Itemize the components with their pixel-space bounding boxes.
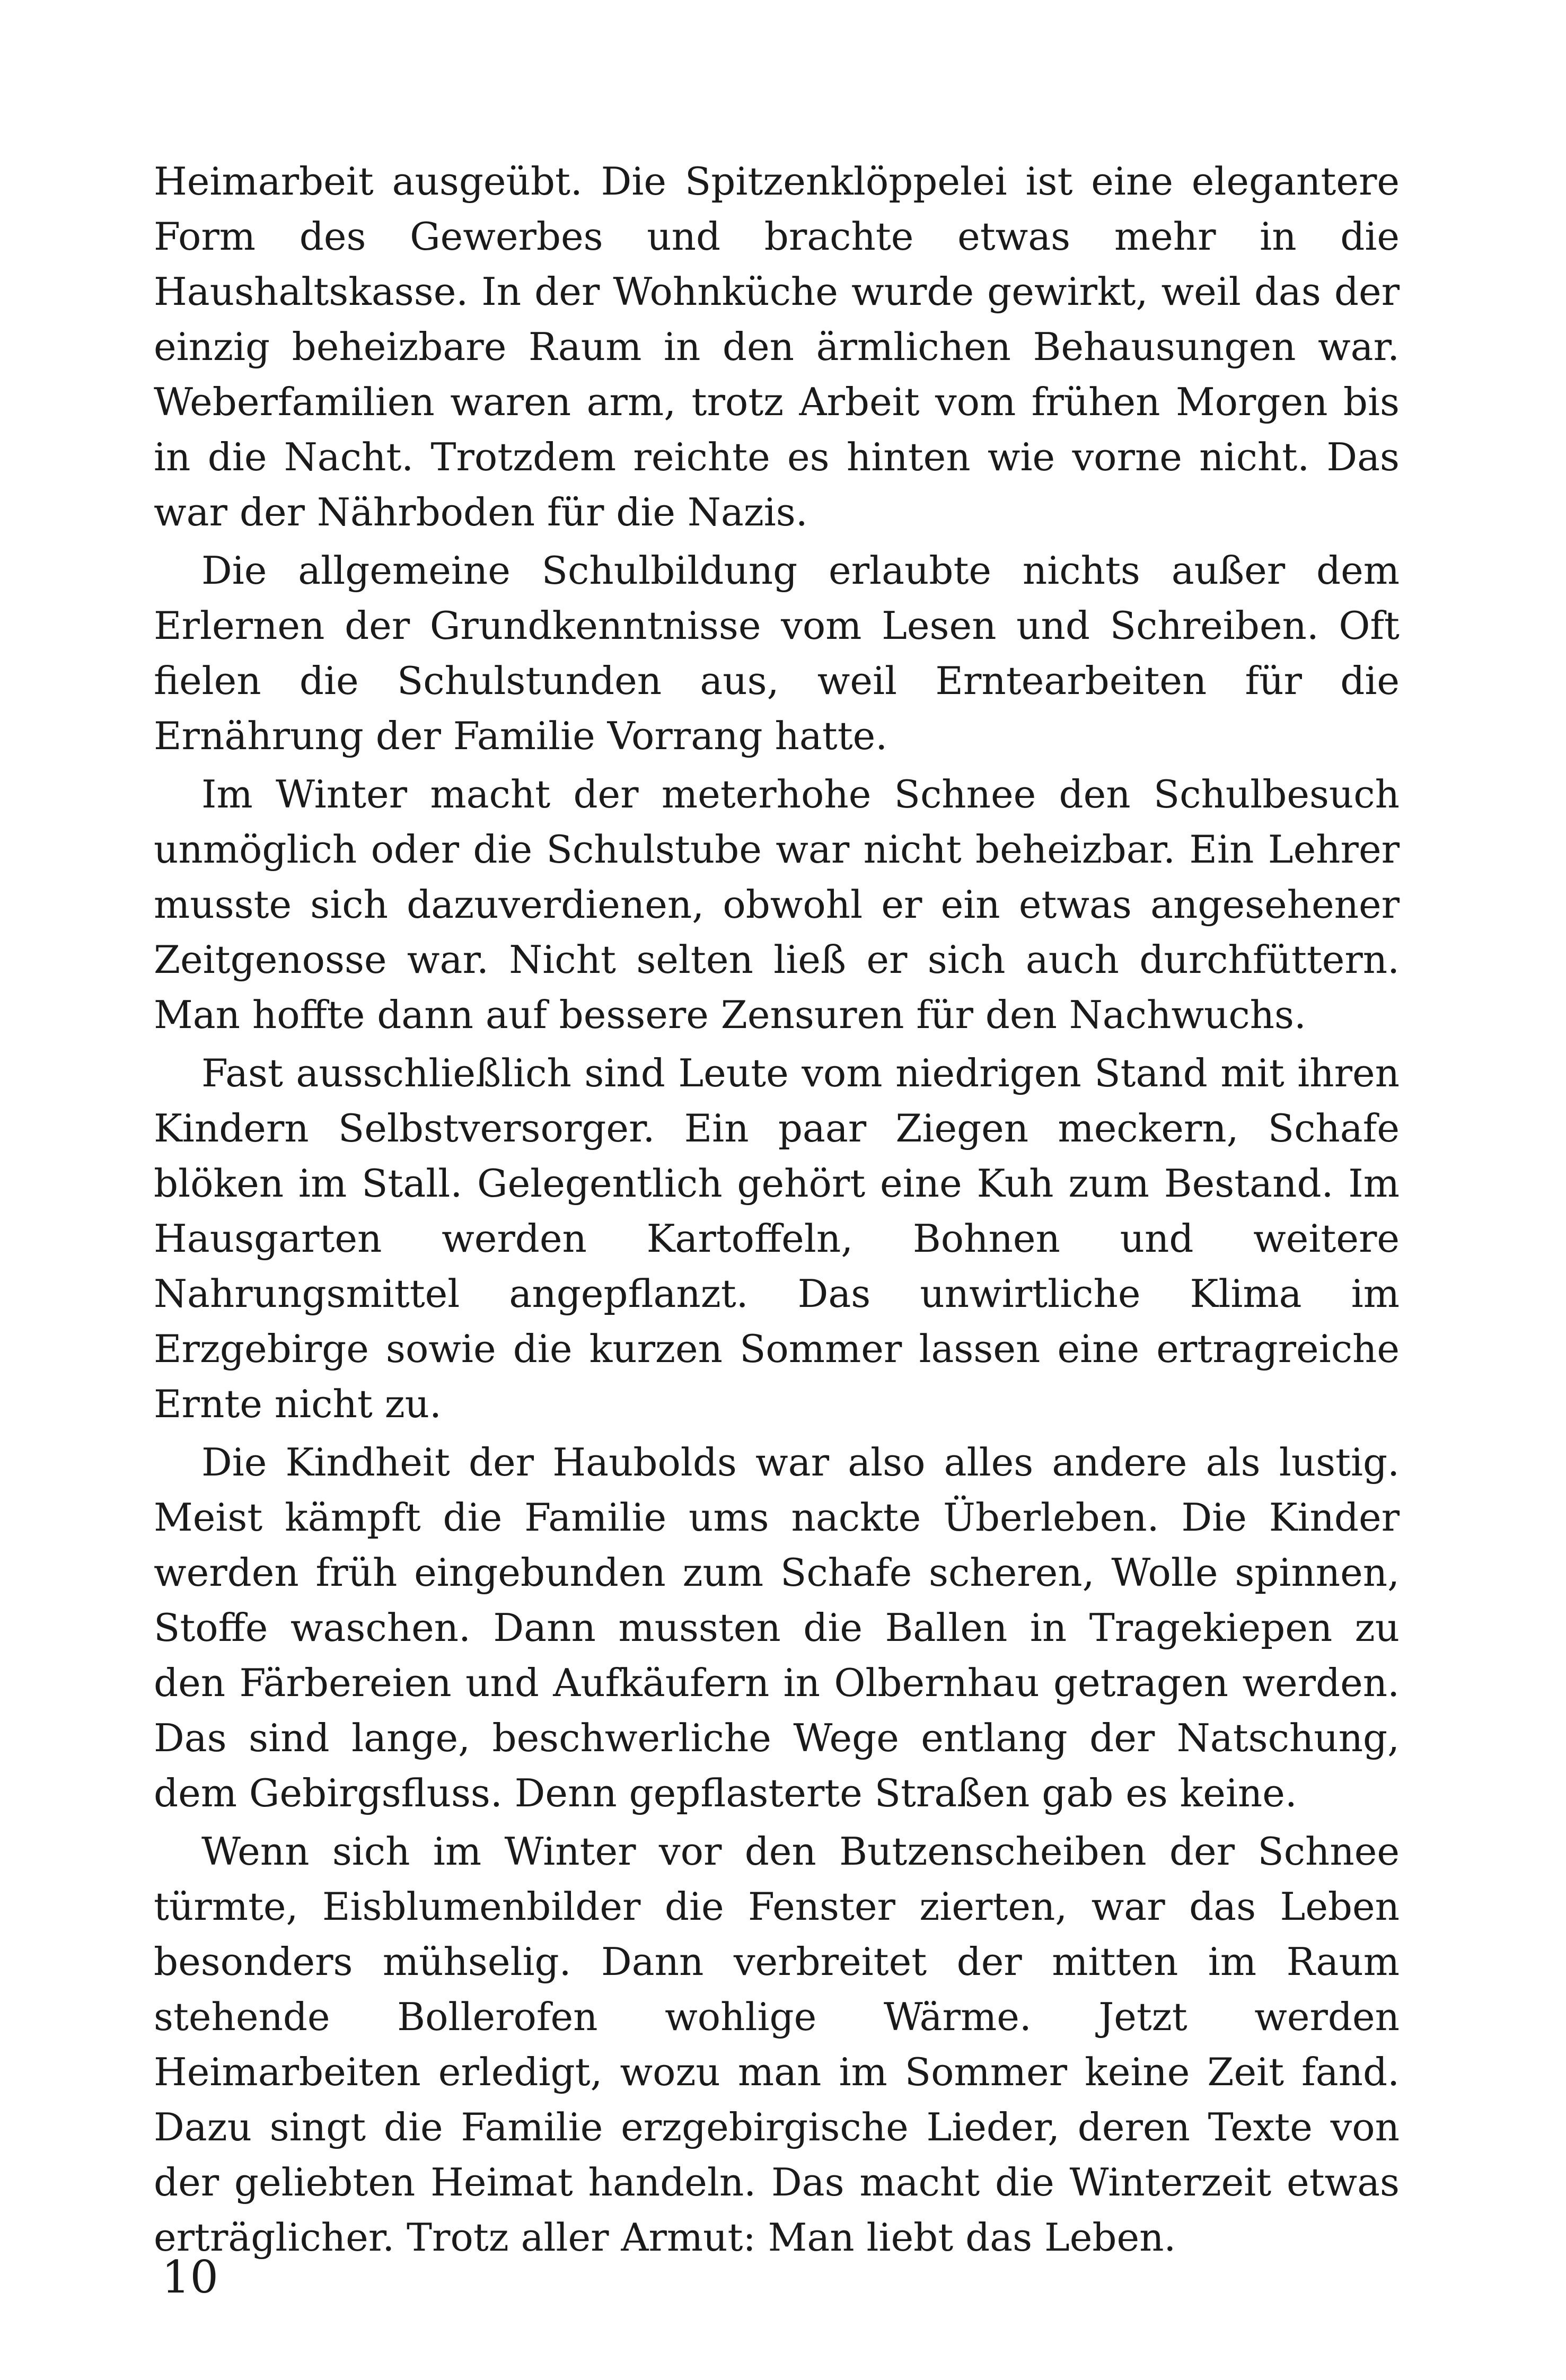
paragraph-4: Fast ausschließlich sind Leute vom niedrigen Stand mit ihren Kindern Selbstversorger. Ein paar Ziegen meckern, Schafe blöken im Stall. Gelegentlich gehört eine Kuh zum Bestand. Im Hausgarten werden Kartoffeln, Bohnen und weitere Nahrungsmittel angepflanzt. Das unwirtliche Klima im Erzgebirge sowie die kurzen Sommer lassen eine ertragreiche Ernte nicht zu.	[154, 1051, 1400, 1426]
paragraph-3: Im Winter macht der meterhohe Schnee den Schulbesuch unmöglich oder die Schulstube war nicht beheizbar. Ein Lehrer musste sich dazuverdienen, obwohl er ein etwas angesehener Zeitgenosse war. Nicht selten ließ er sich auch durchfüttern. Man hoffte dann auf bessere Zensuren für den Nachwuchs.	[154, 772, 1400, 1037]
page-number: 10	[162, 2251, 218, 2303]
paragraph-1: Heimarbeit ausgeübt. Die Spitzenklöppelei ist eine elegantere Form des Gewerbes und brachte etwas mehr in die Haushaltskasse. In der Wohnküche wurde gewirkt, weil das der einzig beheizbare Raum in den ärmlichen Behausungen war. Weberfamilien waren arm, trotz Arbeit vom frühen Morgen bis in die Nacht. Trotzdem reichte es hinten wie vorne nicht. Das war der Nährboden für die Nazis.	[154, 159, 1400, 534]
body-text	[154, 154, 1400, 2268]
paragraph-6: Wenn sich im Winter vor den Butzenscheiben der Schnee türmte, Eisblumenbilder die Fenster zierten, war das Leben besonders mühselig. Dann verbreitet der mitten im Raum stehende Bollerofen wohlige Wärme. Jetzt werden Heimarbeiten erledigt, wozu man im Sommer keine Zeit fand. Dazu singt die Familie erzgebirgische Lieder, deren Texte von der geliebten Heimat handeln. Das macht die Winterzeit etwas erträglicher. Trotz aller Armut: Man liebt das Leben.	[154, 1829, 1400, 2260]
paragraph-5: Die Kindheit der Haubolds war also alles andere als lustig. Meist kämpft die Familie ums nackte Überleben. Die Kinder werden früh eingebunden zum Schafe scheren, Wolle spinnen, Stoffe waschen. Dann mussten die Ballen in Tragekiepen zu den Färbereien und Aufkäufern in Olbernhau getragen werden. Das sind lange, beschwerliche Wege entlang der Natschung, dem Gebirgsfluss. Denn gepflasterte Straßen gab es keine.	[154, 1440, 1400, 1815]
paragraph-2: Die allgemeine Schulbildung erlaubte nichts außer dem Erlernen der Grundkenntnisse vom Lesen und Schreiben. Oft fielen die Schulstunden aus, weil Erntearbeiten für die Ernährung der Familie Vorrang hatte.	[154, 548, 1400, 758]
